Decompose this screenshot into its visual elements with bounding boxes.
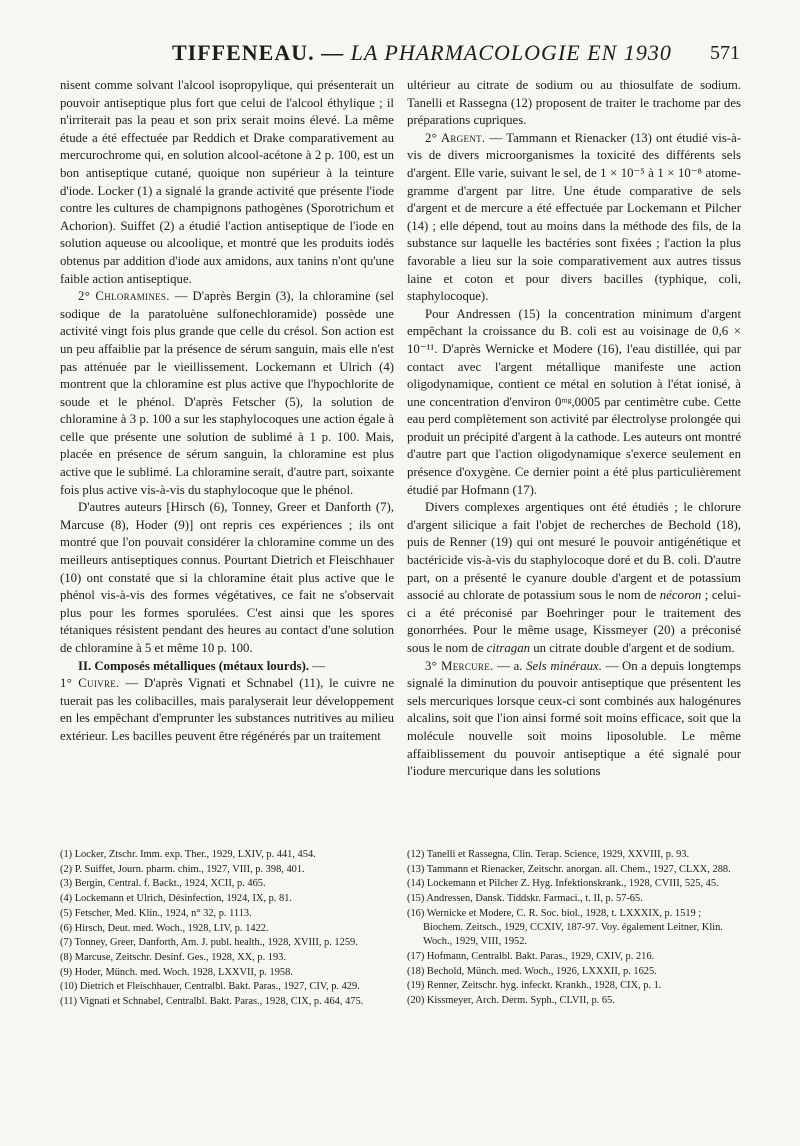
footnote: (15) Andressen, Dansk. Tiddskr. Farmaci., t. II, p. 57-65. — [407, 893, 643, 905]
running-header — [60, 40, 740, 72]
left-column — [60, 77, 394, 746]
footnote: (14) Lockemann et Pilcher Z. Hyg. Infektionskrank., 1928, CVIII, 525, 45. — [407, 878, 719, 890]
section-heading-text: II. Composés métalliques (métaux lourds). — [78, 658, 310, 673]
paragraph: nisent comme solvant l'alcool isopropylique, qui présenterait un pouvoir antiseptique plus fort que celui de l'alcool éthylique ; il n'irriterait pas la peau et son prix serait moins élevé. La même étude a été effectuée par Reddich et Drake comparativement au mercurochrome qui, en solution alcool-acétone à 2 p. 100, est un bon antiseptique cutané, quoique non supérieur à la teinture d'iode. Locker (1) a signalé la grande activité que présente l'iode contre les cultures de champignons pathogènes (Sporotrichum et Achorion). Suiffet (2) a étudié l'action antiseptique de l'iode en solution aqueuse ou alcoolique, et montré que les produits iodés obtenus par addition d'iode aux amidons, aux tanins n'ont qu'une faible action antiseptique. — [60, 78, 394, 286]
section-label: 3° Mercure. — [425, 658, 494, 673]
footnote: (17) Hofmann, Centralbl. Bakt. Paras., 1929, CXIV, p. 216. — [407, 950, 655, 962]
section-label: 2° Chloramines. — [78, 289, 170, 304]
paragraph-text: — D'après Bergin (3), la chloramine (sel sodique de la paratoluène sulfonechloramide) possède une activité vingt fois plus grande que celle du crésol. Son action est un peu affaiblie par la présence de sérum sanguin, mais elle n'est pas atténuée par le vieillissement. Lockemann et Ulrich (4) montrent que la chloramine est plus active que l'hypochlorite de soude et le phénol. D'après Fetscher (5), la solution de chloramine à 3 p. 100 a sur les staphylocoques une action égale à celle que présente une solution de sublimé à 1 p. 100. Mais, placée en présence de sérum sanguin, la chloramine est plus active que le sublimé. La chloramine serait, d'autre part, soixante fois plus active vis-à-vis du staphylocoque que le phénol. — [60, 289, 395, 497]
paragraph-text: un citrate double d'argent et de sodium. — [530, 641, 735, 655]
footnotes-right — [407, 848, 741, 1009]
footnote: (19) Renner, Zeitschr. hyg. infeckt. Krankh., 1928, CIX, p. 1. — [407, 980, 662, 992]
footnote: (7) Tonney, Greer, Danforth, Am. J. publ. health., 1928, XVIII, p. 1259. — [60, 937, 358, 949]
italic-term: Sels minéraux. — [526, 658, 602, 673]
paragraph-text: — D'après Vignati et Schnabel (11), le cuivre ne tuerait pas les colibacilles, mais paralyserait leur développement en les empêchant d'emprunter les substances nutritives au milieu extérieur. Les bacilles peuvent être régénérés par un traitement — [60, 676, 394, 743]
paragraph-argent — [407, 130, 741, 306]
paragraph-text: — On a depuis longtemps signalé la diminution du pouvoir antiseptique que présentent les sels mercuriques lorsque ceux-ci sont combinés aux halogénures alcalins, soit que l'ion ainsi formé soit moins efficace, soit que la molécule nouvelle soit moins liposoluble. Le même affaiblissement du pouvoir antiseptique a été signalé pour l'iodure mercurique dans les solutions — [407, 658, 741, 779]
footnote: (11) Vignati et Schnabel, Centralbl. Bakt. Paras., 1928, CIX, p. 464, 475. — [60, 996, 364, 1008]
paragraph-text: ; celui-ci a été préconisé par Boehringer pour le traitement des gonorrhées. Pour le même usage, Kissmeyer (20) a préconisé sous le nom de — [407, 588, 741, 655]
header-dash: — — [314, 40, 351, 65]
footnotes-left — [60, 848, 394, 1010]
header-title: LA PHARMACOLOGIE EN 1930 — [350, 40, 672, 65]
footnote: (12) Tanelli et Rassegna, Clin. Terap. Science, 1929, XXVIII, p. 93. — [407, 849, 690, 860]
section-heading-dash: — — [309, 658, 326, 673]
right-column — [407, 77, 741, 781]
paragraph-mercure — [407, 658, 741, 781]
paragraph-text: — a. — [493, 658, 527, 673]
italic-term: citragan — [486, 641, 530, 655]
footnote: (18) Bechold, Münch. med. Woch., 1926, LXXXII, p. 1625. — [407, 965, 657, 977]
section-label: 2° Argent. — [425, 130, 486, 145]
footnote: (20) Kissmeyer, Arch. Derm. Syph., CLVII, p. 65. — [407, 995, 615, 1007]
footnote: (3) Bergin, Central. f. Backt., 1924, XCII, p. 465. — [60, 878, 266, 890]
footnote: (10) Dietrich et Fleischhauer, Centralbl. Bakt. Paras., 1927, CIV, p. 429. — [60, 981, 360, 993]
footnote: (4) Lockemann et Ulrich, Désinfection, 1924, IX, p. 81. — [60, 893, 292, 905]
footnote: (6) Hirsch, Deut. med. Woch., 1928, LIV, p. 1422. — [60, 922, 269, 934]
running-title — [172, 40, 672, 66]
paragraph-chloramines — [60, 288, 394, 499]
footnote: (16) Wernicke et Modere, C. R. Soc. biol., 1928, t. LXXXIX, p. 1519 ; Biochem. Zeitsch., 1929, CCXIV, 187-97. Voy. également Leitner, Klin. Woch., 1929, VIII, 1952. — [407, 907, 723, 948]
paragraph: D'autres auteurs [Hirsch (6), Tonney, Greer et Danforth (7), Marcuse (8), Hoder (9)] ont repris ces expériences ; ils ont montré que l'on pouvait considérer la chloramine comme un des meilleurs antiseptiques connus. Pourtant Dietrich et Fleischhauer (10) ont constaté que si la chloramine était plus active que le phénol vis-à-vis des formes végétatives, ce fait ne s'observait plus pour les formes sporulées. C'est ainsi que les spores tétaniques résistent pendant des heures au contact d'une solution de chloramine à 5 et même 10 p. 100. — [60, 500, 394, 655]
footnote: (9) Hoder, Münch. med. Woch. 1928, LXXVII, p. 1958. — [60, 966, 293, 978]
italic-term: nécoron — [659, 588, 702, 603]
footnote: (1) Locker, Ztschr. Imm. exp. Ther., 1929, LXIV, p. 441, 454. — [60, 849, 316, 860]
footnote: (2) P. Suiffet, Journ. pharm. chim., 1927, VIII, p. 398, 401. — [60, 863, 305, 875]
header-author: TIFFENEAU. — [172, 40, 315, 65]
paragraph-cuivre — [60, 675, 394, 745]
paragraph: Pour Andressen (15) la concentration minimum d'argent empêchant la croissance du B. coli est au voisinage de 0,6 × 10⁻¹¹. D'après Wernicke et Modere (16), l'eau distillée, qui par contact avec l'argent métallique manifeste une action oligodynamique, contient ce métal en solution à l'état ionisé, à une concentration d'environ 0ᵐᵍ,0005 par centimètre cube. Cette eau perd complètement son activité par électrolyse prolongée qui produit un précipité d'argent à la cathode. Les auteurs ont montré d'autre part que l'action oligodynamique s'exerce seulement en présence d'oxygène. Ce dernier point a été plus particulièrement étudié par Hofmann (17). — [407, 306, 741, 497]
section-label: 1° Cuivre. — [60, 676, 120, 691]
page-number: 571 — [710, 42, 740, 64]
footnote: (8) Marcuse, Zeitschr. Desinf. Ges., 1928, XX, p. 193. — [60, 951, 286, 963]
paragraph-text: Divers complexes argentiques ont été étudiés ; le chlorure d'argent silicique a fait l'objet de recherches de Bechold (18), puis de Renner (19) qui ont mesuré le pouvoir antigénétique et bactéricide vis-à-vis du staphylocoque doré et du B. coli. D'autre part, on a présenté le cyanure double d'argent et de potassium associé au chlorate de potassium sous le nom de — [407, 500, 741, 603]
paragraph-complexes — [407, 499, 741, 657]
section-heading — [60, 658, 394, 676]
paragraph-text: — Tammann et Rienacker (13) ont étudié vis-à-vis de divers microorganismes la toxicité des différents sels d'argent. Elle varie, suivant le sel, de 1 × 10⁻⁵ à 1 × 10⁻⁸ atome-gramme d'argent par litre. Une étude comparative de sels d'argent et de mercure a été effectuée par Lockemann et Pilcher (14) ; elle dépend, tout au moins dans la méthode des fils, de la substance sur laquelle les bactéries sont fixées ; l'action la plus favorable a lieu sur la soie comparativement aux autres tissus laine et coton et pour divers bacilles (typhique, coli, staphylocoque). — [407, 130, 742, 304]
footnote: (5) Fetscher, Med. Klin., 1924, n° 32, p. 1113. — [60, 907, 252, 919]
footnote: (13) Tammann et Rienacker, Zeitschr. anorgan. all. Chem., 1927, CLXX, 288. — [407, 863, 731, 875]
paragraph: ultérieur au citrate de sodium ou au thiosulfate de sodium. Tanelli et Rassegna (12) proposent de traiter le trachome par des préparations cupriques. — [407, 78, 741, 128]
